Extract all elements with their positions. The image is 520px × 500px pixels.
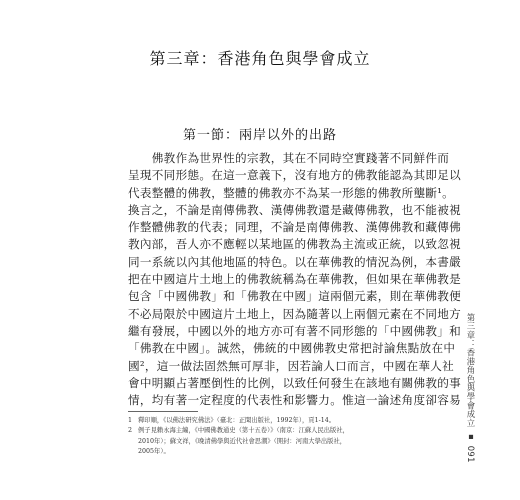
body-line: 「佛教在中國」。誠然，佛統的中國佛教史常把討論焦點放在中	[128, 341, 456, 356]
footnote-2-continued: 2010年）；蘇文祥，《晚清佛學與近代社會思潮》（開封：河南大學出版社，	[138, 437, 347, 445]
body-line: 會中明顯占著壓倒性的比例，以致任何發生在該地有關佛教的事	[128, 375, 462, 390]
page-number: 091	[466, 445, 476, 463]
footnote-text: 例子見賴永海主編，《中國佛教通史（第十五卷）》（南京：江蘇人民出版社，	[138, 427, 349, 435]
running-head	[463, 313, 477, 463]
body-line: 繼有發展，中國以外的地方亦可有著不同形態的「中國佛教」和	[128, 323, 462, 338]
body-line: 同一系統以內其他地區的特色。以在華佛教的情況為例，本書嚴	[128, 254, 462, 269]
footnote-number: 2	[128, 427, 133, 435]
body-line: 教內部，吾人亦不應輕以某地區的佛教為主流或正統，以致忽視	[128, 237, 462, 252]
body-line: 國²，這一做法固然無可厚非，因若論人口而言，中國在華人社	[128, 358, 455, 373]
body-line: 代表整體的佛教，整體的佛教亦不為某一形態的佛教所壟斷¹。	[128, 185, 455, 200]
footnote-1	[128, 416, 418, 426]
footnotes	[128, 416, 418, 458]
running-head-separator: ▪	[466, 431, 476, 442]
body-line: 情，均有著一定程度的代表性和影響力。惟這一論述角度卻容易	[128, 393, 462, 408]
section-title: 第一節：兩岸以外的出路	[182, 128, 337, 143]
body-line: 換言之，不論是南傳佛教、漢傳佛教還是藏傳佛教，也不能被視	[128, 202, 462, 217]
body-line: 包含「中國佛教」和「佛教在中國」這兩個元素，則在華佛教便	[128, 289, 462, 304]
body-paragraph	[128, 150, 462, 409]
footnote-number: 1	[128, 417, 133, 424]
body-line: 不必局限於中國這片土地上，因為隨著以上兩個元素在不同地方	[128, 306, 462, 321]
footnote-2-continued: 2005年）。	[138, 448, 170, 456]
footnote-divider	[128, 411, 198, 412]
footnote-text: 釋印順，《以佛法研究佛法》（臺北：正聞出版社，1992年），頁1-14。	[138, 417, 336, 424]
body-line: 把在中國這片土地上的佛教統稱為在華佛教，但如果在華佛教是	[128, 272, 462, 287]
body-line: 作整體佛教的代表；同理，不論是南傳佛教、漢傳佛教和藏傳佛	[128, 220, 462, 235]
body-line: 佛教作為世界性的宗教，其在不同時空實踐著不同鮮件而	[128, 151, 450, 165]
running-head-label: 第三章：香港角色與學會成立	[466, 313, 476, 428]
chapter-title: 第三章：香港角色與學會成立	[149, 49, 371, 68]
footnote-2	[128, 426, 418, 436]
body-line: 呈現不同形態。在這一意義下，沒有地方的佛教能認為其即足以	[128, 168, 462, 183]
